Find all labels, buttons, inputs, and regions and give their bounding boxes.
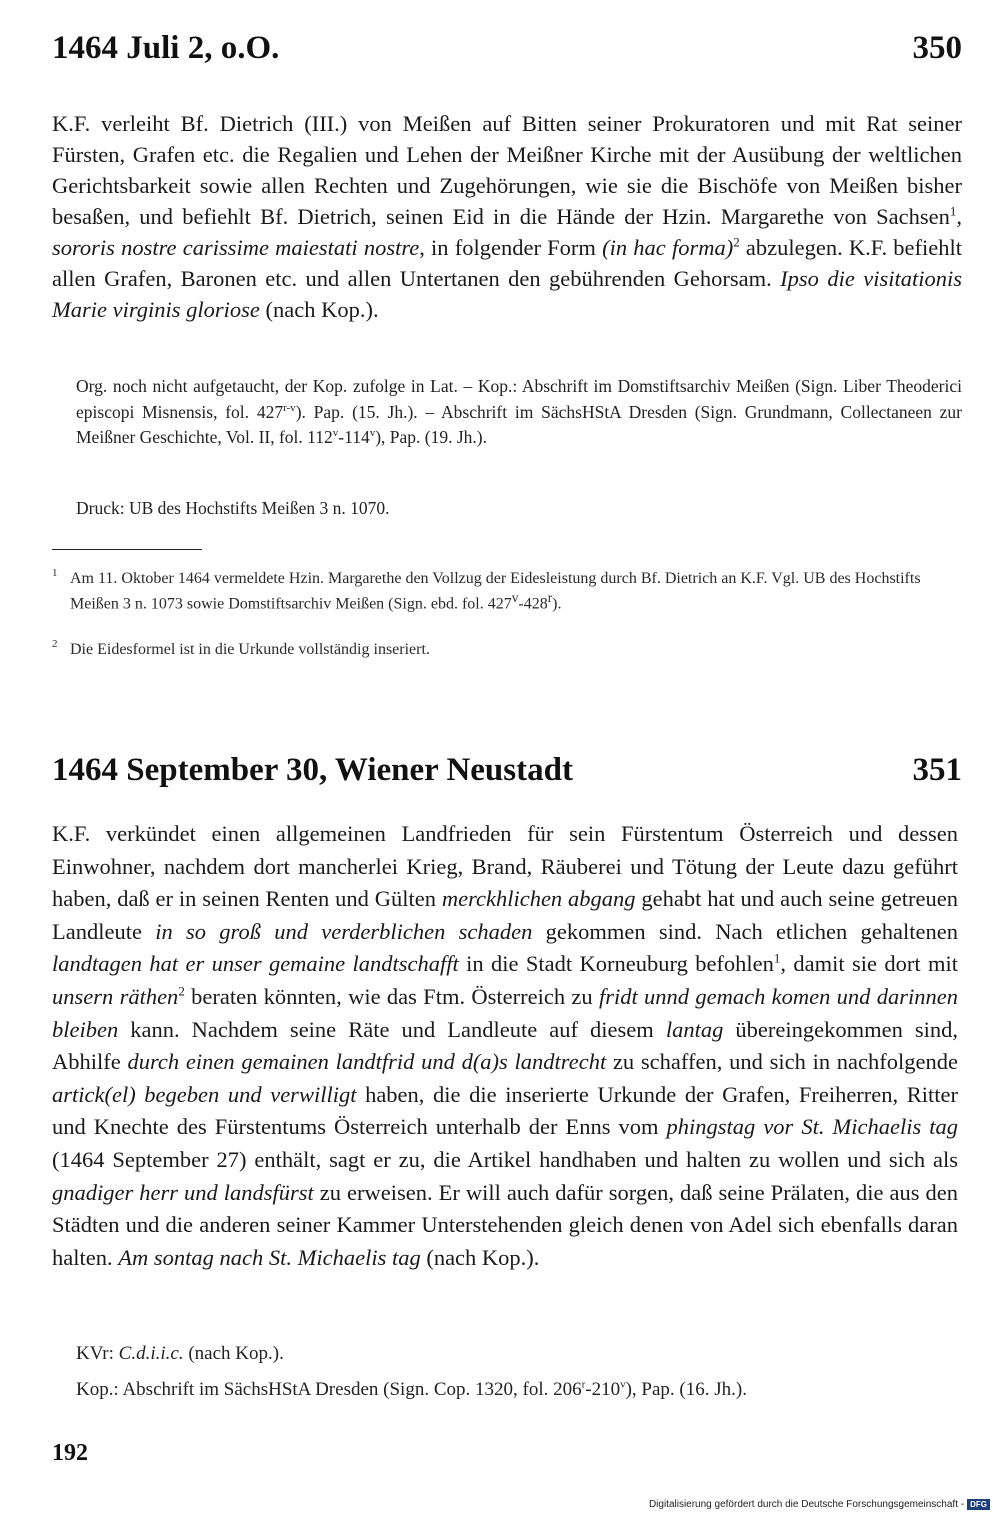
entry-350-print-note: Druck: UB des Hochstifts Meißen 3 n. 1070.	[76, 498, 390, 518]
footnote-ref: 2	[733, 234, 740, 250]
footnote-divider	[52, 549, 202, 550]
entry-350-heading	[52, 30, 962, 67]
entry-351-kvr: KVr: C.d.i.i.c. (nach Kop.).	[76, 1343, 284, 1364]
entry-heading-date: 1464 September 30, Wiener Neustadt	[52, 752, 573, 788]
entry-350-regest: K.F. verleiht Bf. Dietrich (III.) von Meißen auf Bitten seiner Prokuratoren und mit Rat seiner Fürsten, Grafen etc. die Regalien und Lehen der Meißner Kirche mit der Ausübung der weltlichen Gerichtsbarkeit sowie allen Rechten und Zugehörungen, wie sie die Bischöfe von Meißen bisher besaßen, und befiehlt Bf. Dietrich, seinen Eid in die Hände der Hzin. Margarethe von Sachsen$^1$, sororis nostre carissime maiestati nostre, in folgender Form (in hac forma)$^2$ abzulegen. K.F. befiehlt allen Grafen, Baronen etc. und allen Untertanen den gebührenden Gehorsam. Ipso die visitationis Marie virginis gloriose (nach Kop.).	[52, 111, 963, 322]
digitization-credit	[649, 1499, 990, 1510]
dfg-logo-icon: DFG	[967, 1499, 990, 1510]
page-number: 192	[52, 1440, 88, 1466]
footnote-ref: 1	[773, 950, 781, 966]
entry-351-regest: K.F. verkündet einen allgemeinen Landfrieden für sein Fürstentum Österreich und dessen Einwohner, nachdem dort mancherlei Krieg, Brand, Räuberei und Tötung der Leute dazu geführt haben, daß er in seinen Renten und Gülten merckhlichen abgang gehabt hat und auch seine getreuen Landleute in so groß und verderblichen schaden gekommen sind. Nach etlichen gehaltenen landtagen hat er unser gemaine landtschafft in die Stadt Korneuburg befohlen$^1$, damit sie dort mit unsern räthen$^2$ beraten könnten, wie das Ftm. Österreich zu fridt unnd gemach komen und darinnen bleiben kann. Nachdem seine Räte und Landleute auf diesem lantag übereingekommen sind, Abhilfe durch einen gemainen landtfrid und d(a)s landtrecht zu schaffen, und sich in nachfolgende artick(el) begeben und verwilligt haben, die die inserierte Urkunde der Grafen, Freiherren, Ritter und Knechte des Fürstentums Österreich unterhalb der Enns vom phingstag vor St. Michaelis tag (1464 September 27) enthält, sagt er zu, die Artikel handhaben und halten zu wollen und sich als gnadiger herr und landsfürst zu erweisen. Er will auch dafür sorgen, daß seine Prälaten, die aus den Städten und die anderen seiner Kammer Unterstehenden gleich denen von Adel sich ebenfalls daran halten. Am sontag nach St. Michaelis tag (nach Kop.).	[52, 821, 959, 1270]
footnote-ref: 1	[949, 203, 957, 219]
entry-350-source-note: Org. noch nicht aufgetaucht, der Kop. zufolge in Lat. – Kop.: Abschrift im Domstiftsarchiv Meißen (Sign. Liber Theoderici episcopi Misnensis, fol. 427$^{r-v}$). Pap. (15. Jh.). – Abschrift im SächsHStA Dresden (Sign. Grundmann, Collectaneen zur Meißner Geschichte, Vol. II, fol. 112$^v$-114$^v$), Pap. (19. Jh.).	[76, 376, 962, 447]
footnote-2: 2 Die Eidesformel ist in die Urkunde vollständig inseriert.	[52, 638, 430, 658]
entry-heading-date: 1464 Juli 2, o.O.	[52, 30, 280, 66]
entry-number: 350	[912, 30, 962, 66]
entry-351-heading	[52, 752, 962, 789]
footnote-ref: 2	[178, 983, 185, 999]
entry-351-source-note: Kop.: Abschrift im SächsHStA Dresden (Sign. Cop. 1320, fol. 206$^r$-210$^v$), Pap. (16. Jh.).	[76, 1378, 747, 1400]
credit-text: Digitalisierung gefördert durch die Deutsche Forschungsgemeinschaft -	[648, 1499, 965, 1510]
footnote-1: 1 Am 11. Oktober 1464 vermeldete Hzin. Margarethe den Vollzug der Eidesleistung durch Bf. Dietrich an K.F. Vgl. UB des Hochstifts Meißen 3 n. 1073 sowie Domstiftsarchiv Meißen (Sign. ebd. fol. 427$^v$-428$^r$).	[52, 567, 921, 613]
entry-number: 351	[912, 752, 962, 788]
